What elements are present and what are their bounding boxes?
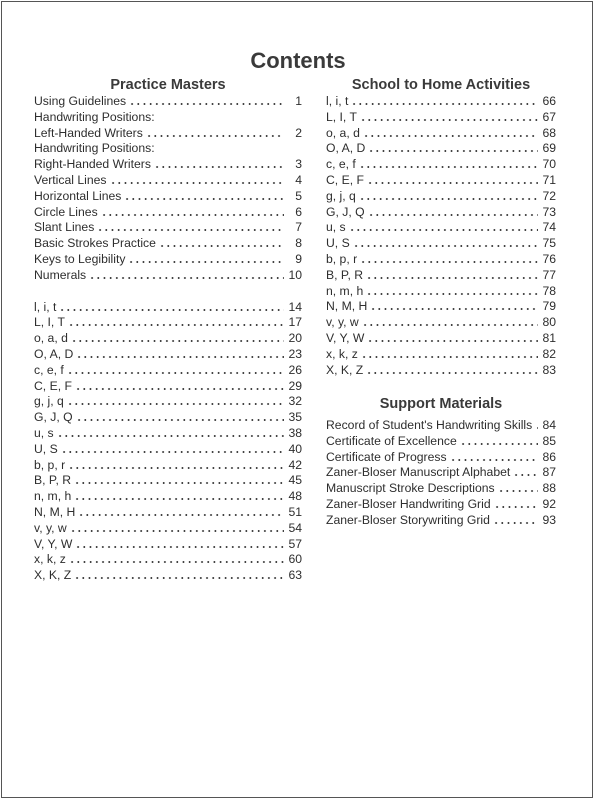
toc-entry xyxy=(34,566,302,582)
toc-entry-page: 51 xyxy=(288,505,302,519)
toc-entry-label: Right-Handed Writers xyxy=(34,157,151,172)
toc-entry xyxy=(34,187,302,203)
toc-entry xyxy=(326,266,556,282)
toc-entry-page: 86 xyxy=(542,449,556,464)
toc-entry xyxy=(326,155,556,171)
toc-entry-page: 84 xyxy=(542,418,556,432)
toc-entry-page: 66 xyxy=(542,94,556,108)
toc-entry-page: 73 xyxy=(542,204,556,219)
toc-entry-page: 38 xyxy=(288,426,302,440)
toc-entry-page: 20 xyxy=(288,331,302,346)
toc-entry-label: L, I, T xyxy=(326,109,357,124)
toc-entry-label: Manuscript Stroke Descriptions xyxy=(326,481,495,496)
toc-entry xyxy=(326,282,556,298)
toc-entry-page: 2 xyxy=(295,125,302,140)
toc-entry xyxy=(34,550,302,566)
toc-entry xyxy=(34,218,302,234)
toc-entry-page: 67 xyxy=(542,109,556,124)
toc-entry-page: 77 xyxy=(542,267,556,282)
toc-entry-label: U, S xyxy=(326,236,350,251)
toc-entry-page: 17 xyxy=(288,315,302,330)
toc-entry-label: L, I, T xyxy=(34,315,65,330)
dot-leader xyxy=(129,102,284,106)
toc-entry xyxy=(326,479,556,495)
dot-leader xyxy=(159,244,284,248)
dot-leader xyxy=(70,529,284,533)
toc-entry xyxy=(326,416,556,432)
dot-leader xyxy=(75,545,284,549)
toc-entry-page: 76 xyxy=(542,252,556,266)
toc-entry-label: x, k, z xyxy=(326,346,358,361)
dot-leader xyxy=(359,165,538,169)
toc-entry xyxy=(34,329,302,345)
dot-leader xyxy=(68,323,284,327)
toc-entry xyxy=(326,124,556,140)
toc-entry xyxy=(326,313,556,329)
dot-leader xyxy=(71,339,284,343)
toc-entry-page: 78 xyxy=(542,283,556,298)
toc-entry xyxy=(326,448,556,464)
toc-entry-label: B, P, R xyxy=(326,267,364,282)
toc-entry-label: X, K, Z xyxy=(34,568,72,583)
dot-leader xyxy=(75,387,284,391)
toc-entry xyxy=(326,234,556,250)
dot-leader xyxy=(361,355,538,359)
dot-leader xyxy=(349,228,538,232)
toc-entry xyxy=(34,155,302,171)
toc-entry-label: Zaner-Bloser Manuscript Alphabet xyxy=(326,465,511,480)
toc-entry xyxy=(34,519,302,535)
dot-leader xyxy=(69,560,284,564)
toc-entry-label: b, p, r xyxy=(34,457,66,472)
dot-leader xyxy=(76,355,284,359)
toc-entry-label: V, Y, W xyxy=(326,331,365,345)
dot-leader xyxy=(76,418,284,422)
toc-entry xyxy=(34,535,302,551)
dot-leader xyxy=(535,426,538,430)
toc-entry-page: 93 xyxy=(542,512,556,527)
toc-entry-label: Vertical Lines xyxy=(34,173,107,187)
dot-leader xyxy=(493,521,538,525)
toc-entry xyxy=(326,432,556,448)
toc-entry-label: C, E, F xyxy=(34,378,72,393)
dot-leader xyxy=(513,473,538,477)
toc-entry xyxy=(34,171,302,187)
toc-entry-label: G, J, Q xyxy=(326,204,365,219)
toc-entry xyxy=(34,456,302,472)
toc-entry xyxy=(326,250,556,266)
toc-entry-label: Handwriting Positions: xyxy=(34,141,155,156)
toc-entry xyxy=(326,92,556,108)
toc-entry-page: 81 xyxy=(542,331,556,345)
toc-entry-label: o, a, d xyxy=(34,331,68,346)
toc-entry-page: 23 xyxy=(288,347,302,361)
toc-entry-page: 57 xyxy=(288,536,302,551)
toc-entry-page: 82 xyxy=(542,346,556,361)
toc-entry-page: 7 xyxy=(295,220,302,235)
dot-leader xyxy=(61,450,284,454)
toc-entry-page: 80 xyxy=(542,315,556,330)
toc-entry-label: o, a, d xyxy=(326,125,360,140)
toc-entry xyxy=(34,408,302,424)
school-to-home-heading: School to Home Activities xyxy=(351,77,531,93)
toc-entry-page: 48 xyxy=(288,489,302,504)
toc-entry-label: N, M, H xyxy=(34,505,76,519)
dot-leader xyxy=(59,308,284,312)
toc-entry-page: 29 xyxy=(288,378,302,393)
toc-entry-label: l, i, t xyxy=(34,299,57,314)
dot-leader xyxy=(89,276,284,280)
toc-entry-label: c, e, f xyxy=(34,362,64,377)
toc-entry-label: Using Guidelines xyxy=(34,94,127,108)
toc-entry xyxy=(34,361,302,377)
toc-entry xyxy=(326,108,556,124)
toc-entry-label: Numerals xyxy=(34,267,87,282)
dot-leader xyxy=(101,213,284,217)
toc-entry-page: 75 xyxy=(542,236,556,251)
toc-entry-page: 72 xyxy=(542,188,556,203)
toc-entry-page: 42 xyxy=(288,457,302,472)
dot-leader xyxy=(450,458,538,462)
toc-entry xyxy=(34,139,302,155)
toc-entry-page: 40 xyxy=(288,441,302,456)
dot-leader xyxy=(498,489,538,493)
toc-entry xyxy=(34,487,302,503)
dot-leader xyxy=(351,102,538,106)
toc-entry xyxy=(34,392,302,408)
toc-entry-page: 5 xyxy=(295,188,302,203)
dot-leader xyxy=(353,244,538,248)
toc-entry-label: Basic Strokes Practice xyxy=(34,236,156,251)
toc-entry-label: g, j, q xyxy=(326,188,356,203)
toc-entry-page: 70 xyxy=(542,157,556,172)
toc-entry-label: Certificate of Progress xyxy=(326,449,447,464)
dot-leader xyxy=(110,181,285,185)
toc-entry xyxy=(326,345,556,361)
toc-entry xyxy=(326,495,556,511)
toc-entry xyxy=(326,139,556,155)
toc-entry xyxy=(34,440,302,456)
toc-entry xyxy=(326,203,556,219)
toc-entry-label: C, E, F xyxy=(326,173,364,187)
toc-entry-page: 83 xyxy=(542,362,556,377)
dot-leader xyxy=(360,118,538,122)
toc-entry-page: 14 xyxy=(288,299,302,314)
toc-entry-label: Horizontal Lines xyxy=(34,188,122,203)
toc-entry-label: u, s xyxy=(326,220,346,235)
toc-entry-label: Certificate of Excellence xyxy=(326,433,457,448)
toc-entry xyxy=(34,108,302,124)
page-title: Contents xyxy=(250,48,346,73)
toc-entry-page: 60 xyxy=(288,552,302,567)
toc-entry-label: B, P, R xyxy=(34,473,72,488)
toc-entry-label: b, p, r xyxy=(326,252,358,266)
toc-entry-label: Left-Handed Writers xyxy=(34,125,143,140)
toc-entry xyxy=(326,171,556,187)
toc-entry-label: G, J, Q xyxy=(34,410,73,425)
toc-entry xyxy=(34,313,302,329)
toc-entry-label: u, s xyxy=(34,426,54,440)
toc-entry xyxy=(326,218,556,234)
toc-entry-label: U, S xyxy=(34,441,58,456)
dot-leader xyxy=(494,505,538,509)
dot-leader xyxy=(367,339,538,343)
toc-entry xyxy=(34,234,302,250)
toc-entry xyxy=(326,511,556,527)
toc-entry-label: v, y, w xyxy=(34,520,67,535)
toc-entry-label: Circle Lines xyxy=(34,204,98,219)
dot-leader xyxy=(367,181,538,185)
toc-entry-page: 6 xyxy=(295,204,302,219)
toc-entry-label: N, M, H xyxy=(326,299,368,314)
toc-entry-label: O, A, D xyxy=(34,347,74,361)
toc-entry-label: l, i, t xyxy=(326,94,349,108)
toc-entry-label: Keys to Legibility xyxy=(34,252,126,266)
toc-entry-label: Handwriting Positions: xyxy=(34,109,155,124)
toc-entry-page: 69 xyxy=(542,141,556,156)
toc-entry xyxy=(326,297,556,313)
toc-entry-label: O, A, D xyxy=(326,141,366,156)
toc-entry-label: v, y, w xyxy=(326,315,359,330)
toc-entry xyxy=(34,298,302,314)
dot-leader xyxy=(359,197,538,201)
toc-entry-page: 4 xyxy=(295,173,302,187)
toc-entry-page: 32 xyxy=(288,394,302,409)
toc-entry-page: 3 xyxy=(295,157,302,172)
toc-entry xyxy=(34,92,302,108)
toc-entry-page: 10 xyxy=(288,267,302,282)
toc-entry-label: n, m, h xyxy=(34,489,72,504)
toc-entry xyxy=(34,424,302,440)
toc-entry-page: 26 xyxy=(288,362,302,377)
dot-leader xyxy=(362,323,538,327)
dot-leader xyxy=(67,402,284,406)
toc-entry xyxy=(326,361,556,377)
dot-leader xyxy=(368,149,538,153)
toc-entry-label: g, j, q xyxy=(34,394,64,409)
toc-entry xyxy=(34,250,302,266)
dot-leader xyxy=(67,371,284,375)
dot-leader xyxy=(57,434,284,438)
toc-entry-page: 9 xyxy=(295,252,302,266)
toc-entry-label: Slant Lines xyxy=(34,220,95,235)
toc-entry xyxy=(34,345,302,361)
dot-leader xyxy=(74,481,284,485)
toc-entry-label: n, m, h xyxy=(326,283,364,298)
toc-entry-page: 92 xyxy=(542,497,556,511)
toc-entry xyxy=(326,187,556,203)
toc-entry-page: 79 xyxy=(542,299,556,314)
toc-entry-page: 71 xyxy=(542,173,556,187)
toc-entry-page: 8 xyxy=(295,236,302,251)
dot-leader xyxy=(366,371,538,375)
toc-entry-label: c, e, f xyxy=(326,157,356,172)
dot-leader xyxy=(363,134,538,138)
dot-leader xyxy=(366,292,538,296)
toc-entry-page: 35 xyxy=(288,410,302,425)
dot-leader xyxy=(146,134,284,138)
dot-leader xyxy=(68,466,284,470)
toc-entry-page: 88 xyxy=(542,481,556,496)
dot-leader xyxy=(366,276,538,280)
toc-entry-label: Zaner-Bloser Storywriting Grid xyxy=(326,512,490,527)
toc-entry-label: X, K, Z xyxy=(326,362,364,377)
toc-entry-page: 54 xyxy=(288,520,302,535)
dot-leader xyxy=(124,197,284,201)
dot-leader xyxy=(154,165,284,169)
dot-leader xyxy=(128,260,284,264)
support-materials-heading: Support Materials xyxy=(379,396,503,412)
toc-entry xyxy=(34,471,302,487)
toc-entry-page: 85 xyxy=(542,433,556,448)
toc-entry-label: x, k, z xyxy=(34,552,66,567)
toc-entry xyxy=(326,329,556,345)
toc-entry-page: 87 xyxy=(542,465,556,480)
toc-entry-page: 74 xyxy=(542,220,556,235)
dot-leader xyxy=(78,513,284,517)
toc-entry xyxy=(34,503,302,519)
dot-leader xyxy=(368,213,538,217)
toc-entry-page: 45 xyxy=(288,473,302,488)
toc-entry-label: Zaner-Bloser Handwriting Grid xyxy=(326,497,491,511)
toc-entry xyxy=(34,266,302,282)
dot-leader xyxy=(460,442,538,446)
dot-leader xyxy=(74,576,284,580)
toc-entry xyxy=(326,463,556,479)
toc-entry-page: 1 xyxy=(295,94,302,108)
practice-masters-heading: Practice Masters xyxy=(110,77,226,93)
toc-entry-page: 68 xyxy=(542,125,556,140)
dot-leader xyxy=(97,228,284,232)
toc-entry-label: Record of Student's Handwriting Skills xyxy=(326,418,533,432)
dot-leader xyxy=(74,497,284,501)
toc-entry xyxy=(34,124,302,140)
dot-leader xyxy=(360,260,538,264)
toc-entry-label: V, Y, W xyxy=(34,536,73,551)
toc-entry xyxy=(34,377,302,393)
toc-entry-page: 63 xyxy=(288,568,302,583)
toc-entry xyxy=(34,203,302,219)
dot-leader xyxy=(370,307,538,311)
